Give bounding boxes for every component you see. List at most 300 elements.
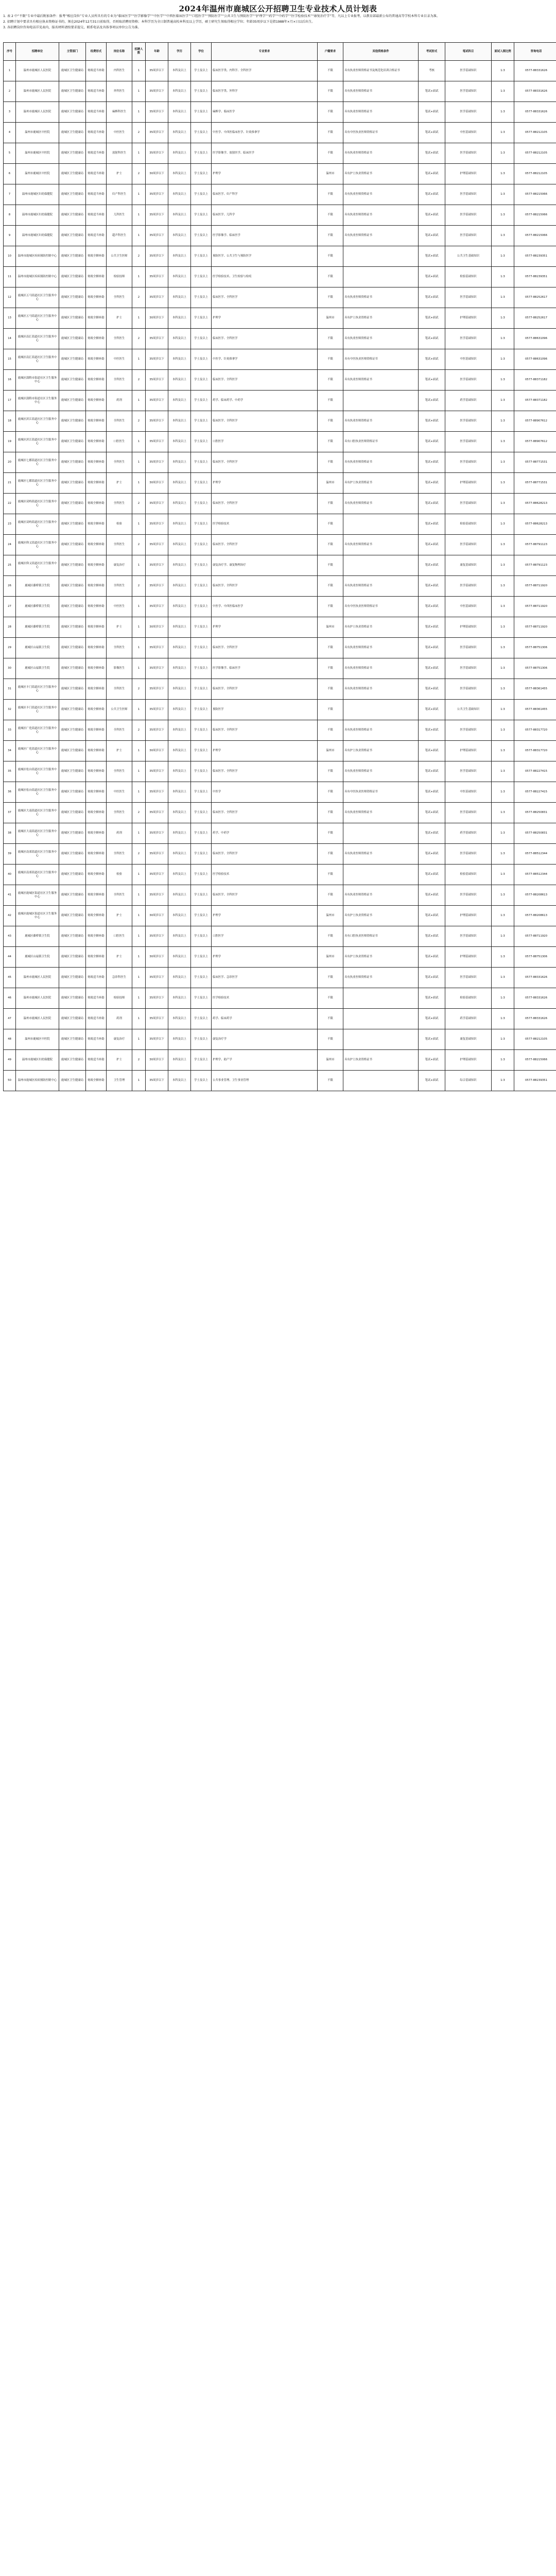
- cell-no: 45: [4, 968, 16, 988]
- table-row: [4, 885, 556, 906]
- table-row: [4, 329, 556, 349]
- cell-post: 中医医生: [107, 123, 132, 143]
- cell-tel: 0577-88212105: [514, 123, 556, 143]
- column-header: 经费形式: [86, 43, 107, 61]
- cell-fund: 财政全额补助: [86, 494, 107, 514]
- cell-other: 具有执业医师资格证书: [343, 658, 419, 679]
- cell-age: 35周岁以下: [146, 638, 168, 658]
- cell-major: 临床医学、全科医学: [212, 329, 318, 349]
- cell-edu: 本科及以上: [168, 329, 191, 349]
- cell-unit: 鹿城区蒲鞋市街道社区卫生服务中心: [16, 391, 59, 411]
- cell-fund: 财政全额补助: [86, 782, 107, 803]
- cell-other: 具有执业医师资格证书: [343, 452, 419, 473]
- table-row: [4, 391, 556, 411]
- cell-ratio: 1:3: [492, 432, 514, 452]
- cell-dept: 鹿城区卫生健康局: [59, 988, 86, 1009]
- cell-deg: 学士及以上: [191, 679, 212, 700]
- cell-hukou: 温州市: [318, 308, 343, 329]
- cell-exam: 笔试+面试: [419, 391, 445, 411]
- cell-major: 临床医学、全科医学: [212, 679, 318, 700]
- cell-hukou: 不限: [318, 391, 343, 411]
- cell-deg: 学士及以上: [191, 865, 212, 885]
- cell-dept: 鹿城区卫生健康局: [59, 700, 86, 720]
- table-row: [4, 267, 556, 287]
- cell-subject: 综合基础知识: [445, 1071, 492, 1091]
- cell-exam: 笔试+面试: [419, 81, 445, 102]
- table-row: [4, 205, 556, 226]
- table-body: [4, 61, 556, 1091]
- cell-no: 37: [4, 803, 16, 823]
- cell-edu: 本科及以上: [168, 1050, 191, 1071]
- cell-no: 18: [4, 411, 16, 432]
- cell-other: 具有口腔执业医师资格证书: [343, 432, 419, 452]
- cell-major: 临床医学、全科医学: [212, 287, 318, 308]
- cell-dept: 鹿城区卫生健康局: [59, 184, 86, 205]
- cell-no: 6: [4, 164, 16, 184]
- cell-other: 具有执业医师资格证书: [343, 370, 419, 391]
- cell-tel: 0577-88711920: [514, 576, 556, 597]
- cell-major: 临床医学、全科医学: [212, 370, 318, 391]
- cell-major: 临床医学、急诊医学: [212, 968, 318, 988]
- cell-deg: 学士及以上: [191, 123, 212, 143]
- cell-major: 临床医学、全科医学: [212, 761, 318, 782]
- cell-hukou: 温州市: [318, 1050, 343, 1071]
- table-header-row: [4, 43, 556, 61]
- cell-count: 1: [132, 184, 146, 205]
- column-header: 其他资格条件: [343, 43, 419, 61]
- cell-count: 1: [132, 741, 146, 761]
- cell-deg: 学士及以上: [191, 597, 212, 617]
- cell-ratio: 1:3: [492, 246, 514, 267]
- cell-edu: 本科及以上: [168, 61, 191, 81]
- cell-no: 22: [4, 494, 16, 514]
- cell-deg: 学士及以上: [191, 432, 212, 452]
- cell-fund: 财政全额补助: [86, 844, 107, 865]
- cell-ratio: 1:3: [492, 452, 514, 473]
- cell-tel: 0577-88331626: [514, 102, 556, 123]
- cell-post: 全科医生: [107, 452, 132, 473]
- cell-hukou: 不限: [318, 535, 343, 555]
- cell-other: 具有执业医师资格证书: [343, 844, 419, 865]
- cell-count: 2: [132, 411, 146, 432]
- table-row: [4, 926, 556, 947]
- cell-major: 医学影像学、临床医学: [212, 658, 318, 679]
- cell-count: 2: [132, 1050, 146, 1071]
- cell-dept: 鹿城区卫生健康局: [59, 803, 86, 823]
- cell-subject: 医学基础知识: [445, 803, 492, 823]
- cell-major: 护理学: [212, 164, 318, 184]
- cell-hukou: 温州市: [318, 947, 343, 968]
- cell-tel: 0577-88361455: [514, 679, 556, 700]
- table-row: [4, 370, 556, 391]
- cell-tel: 0577-88215066: [514, 1050, 556, 1071]
- cell-dept: 鹿城区卫生健康局: [59, 782, 86, 803]
- cell-no: 47: [4, 1009, 16, 1029]
- cell-deg: 学士及以上: [191, 102, 212, 123]
- cell-deg: 学士及以上: [191, 638, 212, 658]
- table-row: [4, 1050, 556, 1071]
- cell-major: 临床医学、全科医学: [212, 720, 318, 741]
- cell-other: [343, 1029, 419, 1050]
- cell-post: 儿科医生: [107, 205, 132, 226]
- cell-tel: 0577-88239351: [514, 1071, 556, 1091]
- cell-ratio: 1:3: [492, 514, 514, 535]
- cell-tel: 0577-88751306: [514, 638, 556, 658]
- cell-hukou: 不限: [318, 555, 343, 576]
- cell-exam: 笔试+面试: [419, 844, 445, 865]
- cell-post: 全科医生: [107, 885, 132, 906]
- cell-deg: 学士及以上: [191, 329, 212, 349]
- cell-ratio: 1:3: [492, 473, 514, 494]
- cell-hukou: 不限: [318, 61, 343, 81]
- cell-subject: 医学基础知识: [445, 61, 492, 81]
- cell-subject: 护理基础知识: [445, 164, 492, 184]
- cell-dept: 鹿城区卫生健康局: [59, 329, 86, 349]
- cell-post: 护士: [107, 741, 132, 761]
- cell-unit: 鹿城区山福镇卫生院: [16, 658, 59, 679]
- cell-unit: 鹿城区五马街道社区卫生服务中心: [16, 308, 59, 329]
- cell-major: 临床医学、全科医学: [212, 638, 318, 658]
- cell-subject: 护理基础知识: [445, 947, 492, 968]
- cell-no: 15: [4, 349, 16, 370]
- cell-dept: 鹿城区卫生健康局: [59, 164, 86, 184]
- cell-dept: 鹿城区卫生健康局: [59, 947, 86, 968]
- cell-age: 35周岁以下: [146, 555, 168, 576]
- cell-dept: 鹿城区卫生健康局: [59, 968, 86, 988]
- cell-subject: 医学基础知识: [445, 720, 492, 741]
- cell-fund: 财政适当补助: [86, 1050, 107, 1071]
- cell-unit: 鹿城区山福镇卫生院: [16, 947, 59, 968]
- cell-tel: 0577-88751306: [514, 947, 556, 968]
- table-row: [4, 123, 556, 143]
- cell-count: 1: [132, 1071, 146, 1091]
- cell-exam: 笔试+面试: [419, 988, 445, 1009]
- cell-unit: 鹿城区大南街道社区卫生服务中心: [16, 823, 59, 844]
- table-row: [4, 1071, 556, 1091]
- cell-dept: 鹿城区卫生健康局: [59, 658, 86, 679]
- cell-subject: 医学基础知识: [445, 452, 492, 473]
- cell-no: 9: [4, 226, 16, 246]
- cell-hukou: 不限: [318, 576, 343, 597]
- cell-major: 药学、临床药学: [212, 1009, 318, 1029]
- cell-other: 具有护士执业资格证书: [343, 164, 419, 184]
- cell-subject: 医学基础知识: [445, 638, 492, 658]
- cell-dept: 鹿城区卫生健康局: [59, 885, 86, 906]
- cell-major: 临床医学类、外科学: [212, 81, 318, 102]
- cell-hukou: 不限: [318, 968, 343, 988]
- cell-other: [343, 267, 419, 287]
- cell-age: 35周岁以下: [146, 184, 168, 205]
- cell-ratio: 1:3: [492, 226, 514, 246]
- cell-edu: 本科及以上: [168, 535, 191, 555]
- cell-count: 1: [132, 1029, 146, 1050]
- cell-exam: 笔试+面试: [419, 968, 445, 988]
- cell-count: 2: [132, 535, 146, 555]
- cell-fund: 财政全额补助: [86, 865, 107, 885]
- cell-exam: 笔试+面试: [419, 452, 445, 473]
- cell-post: 全科医生: [107, 370, 132, 391]
- cell-tel: 0577-88771531: [514, 452, 556, 473]
- cell-subject: 中医基础知识: [445, 597, 492, 617]
- cell-other: 具有执业医师资格证书: [343, 205, 419, 226]
- cell-hukou: 不限: [318, 494, 343, 514]
- cell-other: 具有执业医师资格证书: [343, 329, 419, 349]
- cell-age: 35周岁以下: [146, 865, 168, 885]
- cell-unit: 鹿城区滨江街道社区卫生服务中心: [16, 432, 59, 452]
- cell-unit: 鹿城区藤桥镇卫生院: [16, 576, 59, 597]
- cell-exam: 笔试+面试: [419, 473, 445, 494]
- cell-hukou: 不限: [318, 452, 343, 473]
- cell-deg: 学士及以上: [191, 968, 212, 988]
- cell-unit: 鹿城区蒲鞋市街道社区卫生服务中心: [16, 370, 59, 391]
- cell-ratio: 1:3: [492, 803, 514, 823]
- cell-unit: 鹿城区鹿城区街道社区卫生服务中心: [16, 906, 59, 926]
- cell-other: 具有口腔执业医师资格证书: [343, 926, 419, 947]
- cell-ratio: 1:3: [492, 720, 514, 741]
- cell-tel: 0577-88250831: [514, 823, 556, 844]
- cell-unit: 鹿城区南郊街道社区卫生服务中心: [16, 844, 59, 865]
- cell-fund: 财政全额补助: [86, 555, 107, 576]
- cell-deg: 学士及以上: [191, 267, 212, 287]
- cell-post: 中医医生: [107, 597, 132, 617]
- cell-fund: 财政全额补助: [86, 329, 107, 349]
- cell-ratio: 1:3: [492, 164, 514, 184]
- cell-subject: 医学基础知识: [445, 679, 492, 700]
- cell-other: 具有护士执业资格证书: [343, 473, 419, 494]
- cell-ratio: 1:3: [492, 143, 514, 164]
- cell-deg: 学士及以上: [191, 844, 212, 865]
- cell-major: 药学、临床药学、中药学: [212, 391, 318, 411]
- cell-count: 1: [132, 143, 146, 164]
- cell-subject: 医学基础知识: [445, 844, 492, 865]
- cell-unit: 鹿城区广化街道社区卫生服务中心: [16, 720, 59, 741]
- cell-hukou: 不限: [318, 823, 343, 844]
- cell-tel: 0577-88751306: [514, 658, 556, 679]
- cell-age: 35周岁以下: [146, 1071, 168, 1091]
- cell-unit: 鹿城区丰门街道社区卫生服务中心: [16, 700, 59, 720]
- cell-subject: 医学基础知识: [445, 102, 492, 123]
- cell-deg: 学士及以上: [191, 988, 212, 1009]
- cell-age: 35周岁以下: [146, 432, 168, 452]
- cell-edu: 本科及以上: [168, 844, 191, 865]
- cell-no: 36: [4, 782, 16, 803]
- column-header: 考试形式: [419, 43, 445, 61]
- column-header: 学位: [191, 43, 212, 61]
- cell-major: 临床医学、全科医学: [212, 411, 318, 432]
- cell-deg: 学士及以上: [191, 473, 212, 494]
- cell-no: 49: [4, 1050, 16, 1071]
- cell-age: 30周岁以下: [146, 947, 168, 968]
- cell-count: 1: [132, 61, 146, 81]
- cell-unit: 鹿城区七都街道社区卫生服务中心: [16, 452, 59, 473]
- cell-unit: 温州市鹿城区人民医院: [16, 61, 59, 81]
- cell-no: 4: [4, 123, 16, 143]
- cell-count: 1: [132, 81, 146, 102]
- cell-subject: 医学基础知识: [445, 184, 492, 205]
- cell-dept: 鹿城区卫生健康局: [59, 205, 86, 226]
- cell-fund: 财政适当补助: [86, 988, 107, 1009]
- cell-no: 40: [4, 865, 16, 885]
- cell-fund: 财政全额补助: [86, 432, 107, 452]
- column-header: 面试入围比例: [492, 43, 514, 61]
- cell-unit: 鹿城区鹿城区街道社区卫生服务中心: [16, 885, 59, 906]
- cell-tel: 0577-88331626: [514, 61, 556, 81]
- cell-unit: 温州市鹿城区疾病预防控制中心: [16, 267, 59, 287]
- cell-no: 5: [4, 143, 16, 164]
- cell-tel: 0577-88239351: [514, 246, 556, 267]
- cell-dept: 鹿城区卫生健康局: [59, 597, 86, 617]
- cell-tel: 0577-88215066: [514, 226, 556, 246]
- cell-hukou: 不限: [318, 844, 343, 865]
- cell-edu: 本科及以上: [168, 349, 191, 370]
- cell-age: 35周岁以下: [146, 452, 168, 473]
- cell-count: 1: [132, 432, 146, 452]
- cell-count: 1: [132, 947, 146, 968]
- table-row: [4, 803, 556, 823]
- cell-tel: 0577-88212105: [514, 143, 556, 164]
- cell-edu: 本科及以上: [168, 906, 191, 926]
- cell-tel: 0577-88331626: [514, 968, 556, 988]
- cell-other: 具有执业医师资格证书: [343, 885, 419, 906]
- table-row: [4, 143, 556, 164]
- cell-age: 35周岁以下: [146, 535, 168, 555]
- cell-edu: 本科及以上: [168, 617, 191, 638]
- cell-unit: 鹿城区仰义街道社区卫生服务中心: [16, 535, 59, 555]
- cell-no: 20: [4, 452, 16, 473]
- cell-age: 35周岁以下: [146, 370, 168, 391]
- cell-major: 临床医学、全科医学: [212, 452, 318, 473]
- cell-dept: 鹿城区卫生健康局: [59, 370, 86, 391]
- cell-dept: 鹿城区卫生健康局: [59, 411, 86, 432]
- cell-post: 全科医生: [107, 576, 132, 597]
- table-row: [4, 1009, 556, 1029]
- cell-post: 康复治疗: [107, 1029, 132, 1050]
- cell-other: 具有执业医师资格证书: [343, 803, 419, 823]
- cell-unit: 温州市鹿城区妇幼保健院: [16, 226, 59, 246]
- cell-age: 35周岁以下: [146, 761, 168, 782]
- cell-dept: 鹿城区卫生健康局: [59, 1050, 86, 1071]
- cell-exam: 笔试+面试: [419, 349, 445, 370]
- cell-deg: 学士及以上: [191, 494, 212, 514]
- cell-exam: 笔试+面试: [419, 205, 445, 226]
- cell-dept: 鹿城区卫生健康局: [59, 638, 86, 658]
- cell-post: 护士: [107, 1050, 132, 1071]
- cell-no: 8: [4, 205, 16, 226]
- cell-ratio: 1:3: [492, 267, 514, 287]
- cell-deg: 学士及以上: [191, 720, 212, 741]
- cell-age: 35周岁以下: [146, 143, 168, 164]
- cell-subject: 康复基础知识: [445, 1029, 492, 1050]
- cell-post: 全科医生: [107, 411, 132, 432]
- cell-hukou: 不限: [318, 514, 343, 535]
- cell-exam: 笔试+面试: [419, 329, 445, 349]
- cell-hukou: 不限: [318, 761, 343, 782]
- cell-ratio: 1:3: [492, 1071, 514, 1091]
- table-row: [4, 555, 556, 576]
- cell-tel: 0577-88212105: [514, 164, 556, 184]
- cell-age: 30周岁以下: [146, 906, 168, 926]
- cell-dept: 鹿城区卫生健康局: [59, 81, 86, 102]
- cell-edu: 本科及以上: [168, 452, 191, 473]
- cell-ratio: 1:3: [492, 391, 514, 411]
- cell-major: 临床医学、全科医学: [212, 844, 318, 865]
- cell-count: 1: [132, 102, 146, 123]
- cell-unit: 温州市鹿城区妇幼保健院: [16, 205, 59, 226]
- cell-tel: 0577-88361455: [514, 700, 556, 720]
- column-header: 专业要求: [212, 43, 318, 61]
- cell-hukou: 温州市: [318, 617, 343, 638]
- cell-other: [343, 514, 419, 535]
- cell-subject: 护理基础知识: [445, 617, 492, 638]
- table-row: [4, 452, 556, 473]
- cell-tel: 0577-88208613: [514, 885, 556, 906]
- table-row: [4, 246, 556, 267]
- cell-ratio: 1:3: [492, 329, 514, 349]
- cell-deg: 学士及以上: [191, 143, 212, 164]
- cell-subject: 医学基础知识: [445, 576, 492, 597]
- cell-dept: 鹿城区卫生健康局: [59, 906, 86, 926]
- cell-ratio: 1:3: [492, 885, 514, 906]
- cell-unit: 鹿城区五马街道社区卫生服务中心: [16, 287, 59, 308]
- cell-count: 2: [132, 370, 146, 391]
- cell-exam: 笔试+面试: [419, 658, 445, 679]
- cell-tel: 0577-88250831: [514, 803, 556, 823]
- cell-fund: 财政全额补助: [86, 658, 107, 679]
- cell-fund: 财政全额补助: [86, 452, 107, 473]
- cell-no: 17: [4, 391, 16, 411]
- cell-fund: 财政全额补助: [86, 720, 107, 741]
- cell-fund: 财政适当补助: [86, 143, 107, 164]
- cell-ratio: 1:3: [492, 205, 514, 226]
- cell-fund: 财政适当补助: [86, 1009, 107, 1029]
- cell-ratio: 1:3: [492, 761, 514, 782]
- cell-no: 26: [4, 576, 16, 597]
- cell-other: 具有护士执业资格证书: [343, 947, 419, 968]
- cell-edu: 本科及以上: [168, 865, 191, 885]
- cell-subject: 护理基础知识: [445, 906, 492, 926]
- cell-no: 3: [4, 102, 16, 123]
- cell-hukou: 不限: [318, 102, 343, 123]
- cell-tel: 0577-88317720: [514, 720, 556, 741]
- table-row: [4, 968, 556, 988]
- cell-fund: 财政全额补助: [86, 597, 107, 617]
- cell-unit: 鹿城区双屿街道社区卫生服务中心: [16, 494, 59, 514]
- cell-hukou: 不限: [318, 267, 343, 287]
- cell-age: 35周岁以下: [146, 885, 168, 906]
- cell-post: 护士: [107, 308, 132, 329]
- cell-other: [343, 823, 419, 844]
- cell-unit: 温州市鹿城区中医院: [16, 1029, 59, 1050]
- cell-ratio: 1:3: [492, 700, 514, 720]
- cell-exam: 笔试+面试: [419, 597, 445, 617]
- cell-post: 外科医生: [107, 81, 132, 102]
- cell-other: 具有执业医师资格证书: [343, 143, 419, 164]
- cell-exam: 笔试+面试: [419, 906, 445, 926]
- cell-dept: 鹿城区卫生健康局: [59, 391, 86, 411]
- cell-exam: 笔试+面试: [419, 803, 445, 823]
- cell-unit: 鹿城区大南街道社区卫生服务中心: [16, 803, 59, 823]
- cell-other: [343, 988, 419, 1009]
- column-header: 学历: [168, 43, 191, 61]
- cell-no: 19: [4, 432, 16, 452]
- cell-hukou: 不限: [318, 597, 343, 617]
- cell-major: 口腔医学: [212, 432, 318, 452]
- cell-exam: 笔试+面试: [419, 700, 445, 720]
- recruitment-table: [3, 42, 556, 1091]
- cell-age: 35周岁以下: [146, 658, 168, 679]
- cell-tel: 0577-88371182: [514, 391, 556, 411]
- cell-edu: 本科及以上: [168, 803, 191, 823]
